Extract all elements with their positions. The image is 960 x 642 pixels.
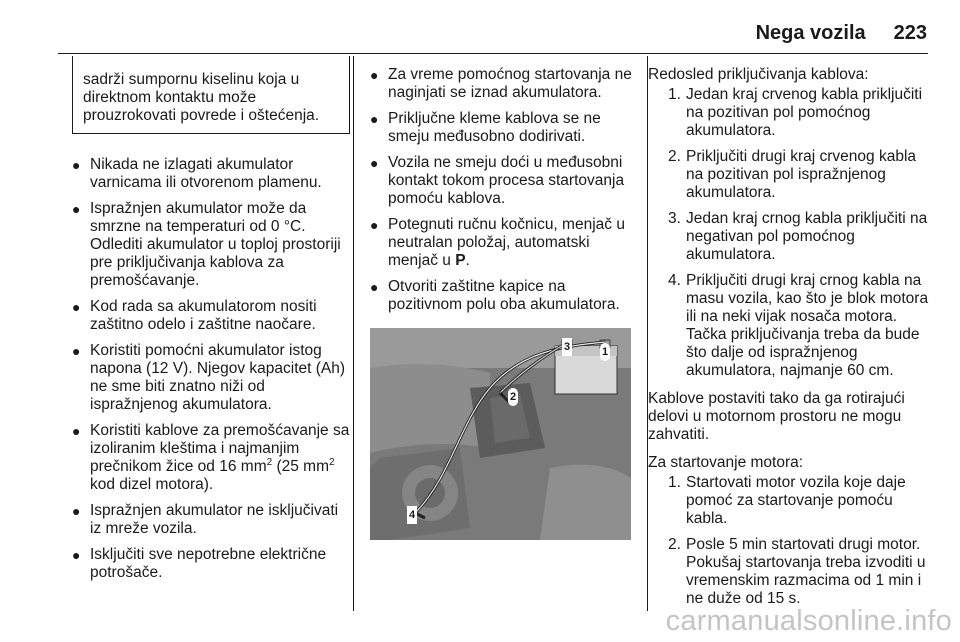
list-item: ● Priključne kleme kablova se ne smeju međusobno dodirivati. xyxy=(370,110,601,145)
column-2 xyxy=(370,56,635,540)
bullet-icon: ● xyxy=(72,547,81,563)
safety-list xyxy=(72,156,350,582)
bullet-icon: ● xyxy=(370,111,379,127)
bullet-icon: ● xyxy=(72,157,81,173)
list-item: 1. Jedan kraj crvenog kabla priključiti na pozitivan pol pomoćnog akumulatora. xyxy=(668,86,923,139)
bullet-icon: ● xyxy=(72,343,81,359)
column-3 xyxy=(648,56,931,616)
jump-start-figure xyxy=(370,328,631,540)
cables-note: Kablove postaviti tako da ga rotirajući delovi u motornom prostoru ne mogu zahvatiti. xyxy=(648,390,905,443)
list-item: ● Kod rada sa akumulatorom nositi zaštitno odelo i zaštitne naočare. xyxy=(72,298,317,333)
start-steps xyxy=(648,474,931,608)
procedure-list xyxy=(370,66,635,314)
bullet-icon: ● xyxy=(370,67,379,83)
column-divider-1 xyxy=(353,56,354,611)
bullet-icon: ● xyxy=(370,217,379,233)
bullet-icon: ● xyxy=(72,201,81,217)
column-1 xyxy=(72,56,350,590)
list-item: ● Isključiti sve nepotrebne električne potrošače. xyxy=(72,546,327,581)
figure-label-1: 1 xyxy=(600,343,610,361)
watermark: carmanualsonline.info xyxy=(665,605,952,637)
bullet-icon: ● xyxy=(72,299,81,315)
list-item: 4. Priključiti drugi kraj crnog kabla na masu vozila, kao što je blok motora ili na neki vijak nosača motora. Tačka priključivanja treba da bude što dalje od ispražnjenog akumulatora, najmanje 60 cm. xyxy=(668,272,929,379)
list-item: ● Koristiti pomoćni akumulator istog napona (12 V). Njegov kapacitet (Ah) ne sme biti znatno niži od ispražnjenog akumulatora. xyxy=(72,342,346,413)
section-title: Nega vozila xyxy=(755,22,866,44)
bullet-icon: ● xyxy=(370,279,379,295)
page-header xyxy=(756,22,927,48)
list-item: ● Otvoriti zaštitne kapice na pozitivnom polu oba akumulatora. xyxy=(370,278,620,313)
figure-label-2: 2 xyxy=(508,388,518,406)
list-item: ● Za vreme pomoćnog startovanja ne naginjati se iznad akumulatora. xyxy=(370,66,632,101)
list-item: 2. Priključiti drugi kraj crvenog kabla na pozitivan pol ispražnjenog akumulatora. xyxy=(668,148,917,201)
figure-label-4: 4 xyxy=(407,506,417,524)
warning-box xyxy=(72,56,350,134)
list-item: ● Vozila ne smeju doći u međusobni kontakt tokom procesa startovanja pomoću kablova. xyxy=(370,154,625,207)
warning-text: sadrži sumpornu kiselinu koja u direktnom kontaktu može prouzrokovati povrede i oštećenja. xyxy=(83,71,320,124)
header-rule xyxy=(58,53,928,54)
page-number: 223 xyxy=(893,22,927,44)
start-heading: Za startovanje motora: xyxy=(648,454,804,471)
list-item: ● Nikada ne izlagati akumulator varnicama ili otvorenom plamenu. xyxy=(72,156,322,191)
figure-label-3: 3 xyxy=(562,338,572,356)
bullet-icon: ● xyxy=(370,155,379,171)
list-item: ● Ispražnjen akumulator ne isključivati iz mreže vozila. xyxy=(72,502,339,537)
list-item: ● Potegnuti ručnu kočnicu, menjač u neutralan položaj, automatski menjač u P. xyxy=(370,216,625,269)
order-steps xyxy=(648,86,931,380)
list-item: ● Ispražnjen akumulator može da smrzne na temperaturi od 0 °C. Odlediti akumulator u toploj prostoriji pre priključivanja kablova za premošćavanje. xyxy=(72,200,341,289)
order-heading: Redosled priključivanja kablova: xyxy=(648,66,869,83)
bullet-icon: ● xyxy=(72,423,81,439)
cable-spec-prefix: žice od 16 mm xyxy=(165,458,267,475)
bullet-icon: ● xyxy=(72,503,81,519)
list-item: 3. Jedan kraj crnog kabla priključiti na negativan pol pomoćnog akumulatora. xyxy=(668,210,928,263)
list-item: ● Koristiti kablove za premošćavanje sa izoliranim kleštima i najmanjim prečnikom žice od 16 $mm^2$ (25 $mm^2$ kod dizel motora). xyxy=(72,422,350,493)
list-item: 2. Posle 5 min startovati drugi motor. Pokušaj startovanja treba izvoditi u vremenskim razmacima od 1 min i ne duže od 15 s. xyxy=(668,536,926,607)
list-item: 1. Startovati motor vozila koje daje pomoć za startovanje pomoću kabla. xyxy=(668,474,906,527)
